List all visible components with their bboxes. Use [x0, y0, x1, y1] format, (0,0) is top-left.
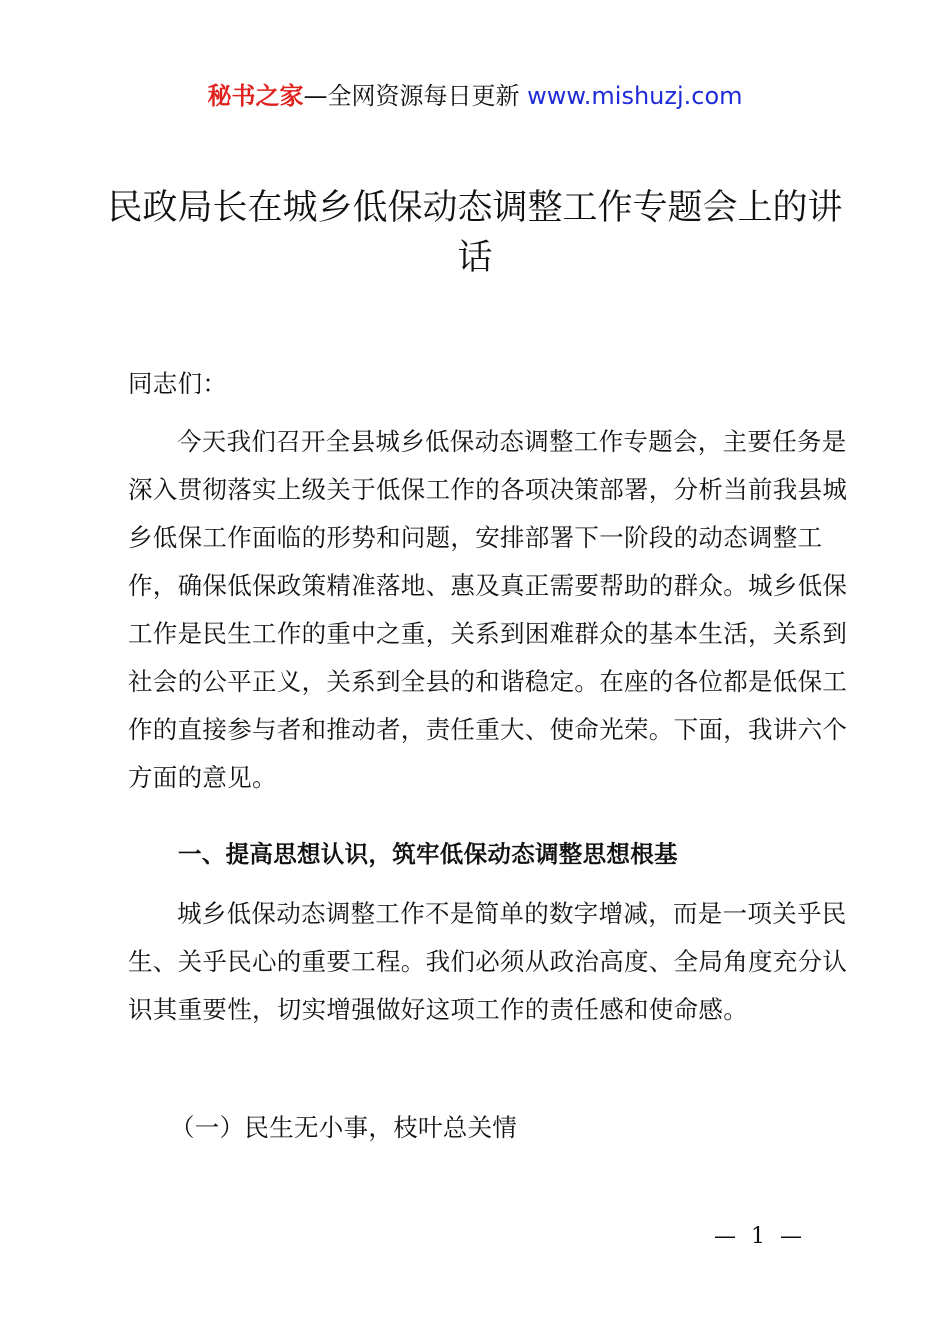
subsection-heading-1: （一）民生无小事，枝叶总关情: [170, 1113, 518, 1142]
site-tagline: —全网资源每日更新: [303, 82, 528, 110]
site-header: [0, 80, 950, 112]
site-url-link[interactable]: www.mishuzj.com: [527, 82, 743, 110]
salutation: 同志们：: [128, 369, 228, 398]
paragraph-section-1: 城乡低保动态调整工作不是简单的数字增减，而是一项关乎民生、关乎民心的重要工程。我们必须从政治高度、全局角度充分认识其重要性，切实增强做好这项工作的责任感和使命感。: [128, 899, 848, 1024]
paragraph-intro: 今天我们召开全县城乡低保动态调整工作专题会，主要任务是深入贯彻落实上级关于低保工作的各项决策部署，分析当前我县城乡低保工作面临的形势和问题，安排部署下一阶段的动态调整工作，确保低保政策精准落地、惠及真正需要帮助的群众。城乡低保工作是民生工作的重中之重，关系到困难群众的基本生活，关系到社会的公平正义，关系到全县的和谐稳定。在座的各位都是低保工作的直接参与者和推动者，责任重大、使命光荣。下面，我讲六个方面的意见。: [128, 427, 848, 792]
document-title: 民政局长在城乡低保动态调整工作专题会上的讲话: [107, 188, 843, 278]
site-brand: 秘书之家: [207, 82, 304, 110]
section-heading-1: 一、提高思想认识，筑牢低保动态调整思想根基: [178, 840, 678, 868]
page-number: — 1 —: [714, 1224, 806, 1249]
